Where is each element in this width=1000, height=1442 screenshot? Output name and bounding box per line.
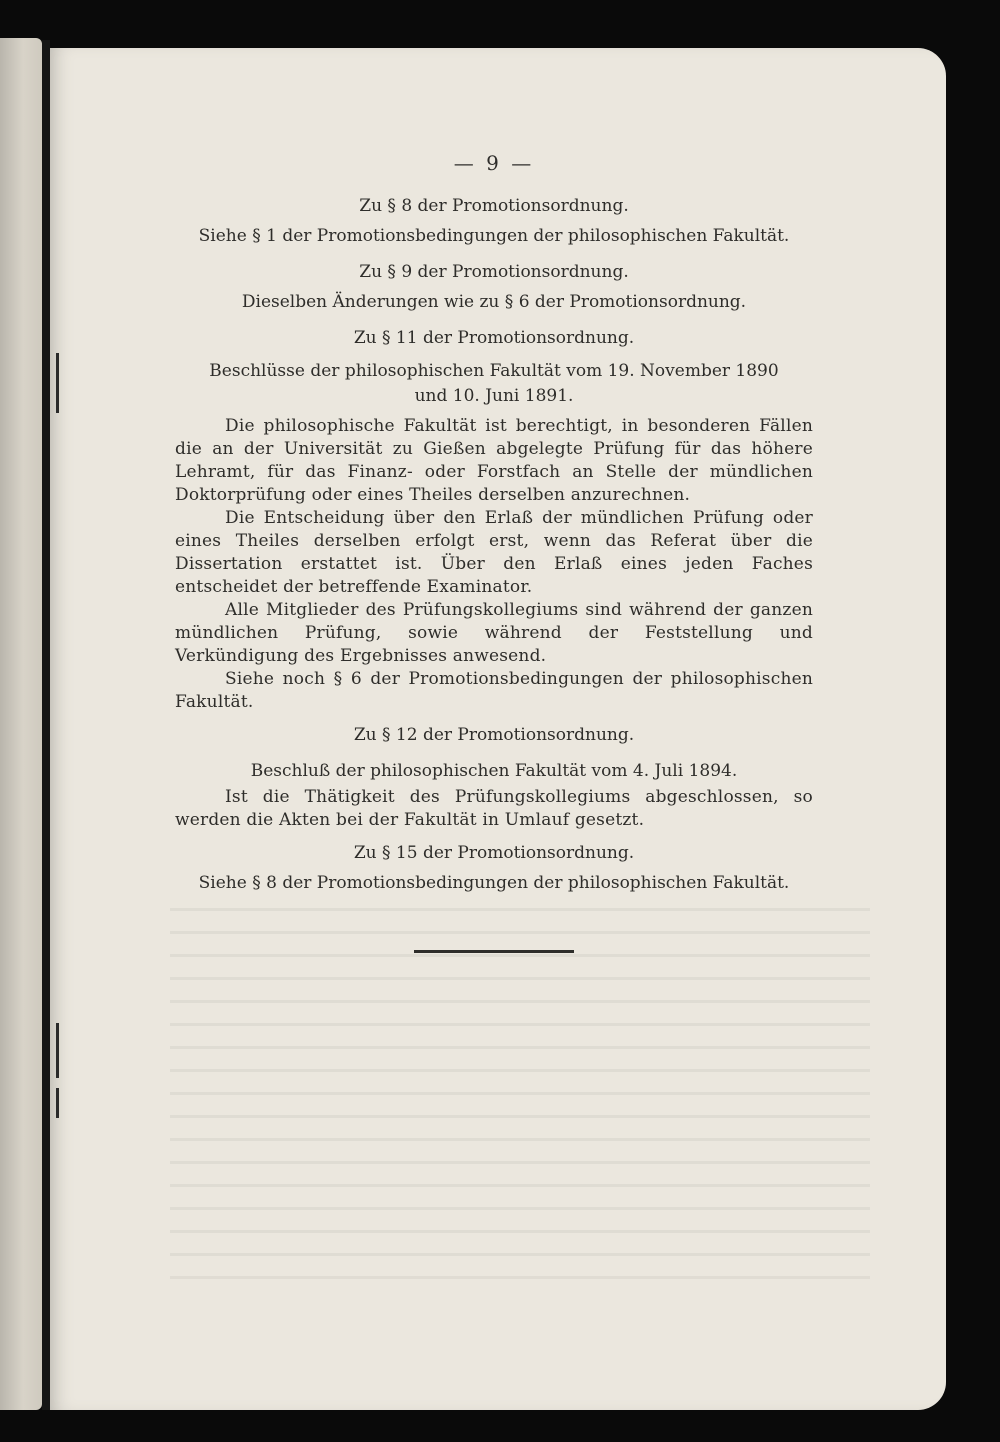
section-heading: Zu § 12 der Promotionsordnung. xyxy=(353,725,635,745)
page-sheet xyxy=(50,48,946,1410)
page-number: — 9 — xyxy=(453,151,535,175)
section-text: Siehe § 8 der Promotionsbedingungen der philosophischen Fakultät. xyxy=(198,873,790,893)
section-text: Siehe § 1 der Promotionsbedingungen der philosophischen Fakultät. xyxy=(198,226,790,246)
binding-mark xyxy=(56,1023,59,1078)
section-text: Dieselben Änderungen wie zu § 6 der Promotionsordnung. xyxy=(241,292,747,312)
section-heading: Zu § 11 der Promotionsordnung. xyxy=(353,328,635,348)
binding-mark xyxy=(56,1088,59,1118)
resolution-line: Beschlüsse der philosophischen Fakultät vom 19. November 1890 und 10. Juni 1891. xyxy=(209,361,779,406)
binding-mark xyxy=(56,353,59,413)
resolution-line: Beschluß der philosophischen Fakultät vom 4. Juli 1894. xyxy=(250,761,738,781)
paragraph: Ist die Thätigkeit des Prüfungskollegiums abgeschlossen, so werden die Akten bei der Fakultät in Umlauf gesetzt. xyxy=(175,787,813,830)
book-gutter xyxy=(42,40,50,1410)
end-rule xyxy=(414,950,574,953)
section-heading: Zu § 15 der Promotionsordnung. xyxy=(353,843,635,863)
paragraph: Siehe noch § 6 der Promotionsbedingungen der philosophischen Fakultät. xyxy=(175,669,813,712)
paragraph: Die philosophische Fakultät ist berechtigt, in besonderen Fällen die an der Universität zu Gießen abgelegte Prüfung für das höhere Lehramt, für das Finanz- oder Forstfach an Stelle der mündlichen Doktorprüfung oder eines Theiles derselben anzurechnen. xyxy=(175,416,813,505)
previous-page-edge xyxy=(0,38,42,1410)
show-through-text xyxy=(170,908,870,1308)
section-heading: Zu § 9 der Promotionsordnung. xyxy=(359,262,629,282)
paragraph: Alle Mitglieder des Prüfungskollegiums sind während der ganzen mündlichen Prüfung, sowie während der Feststellung und Verkündigung des Ergebnisses anwesend. xyxy=(175,600,813,666)
section-heading: Zu § 8 der Promotionsordnung. xyxy=(359,196,629,216)
page-content xyxy=(175,151,813,953)
paragraph: Die Entscheidung über den Erlaß der mündlichen Prüfung oder eines Theiles derselben erfolgt erst, wenn das Referat über die Dissertation erstattet ist. Über den Erlaß eines jeden Faches entscheidet der betreffende Examinator. xyxy=(175,508,813,597)
